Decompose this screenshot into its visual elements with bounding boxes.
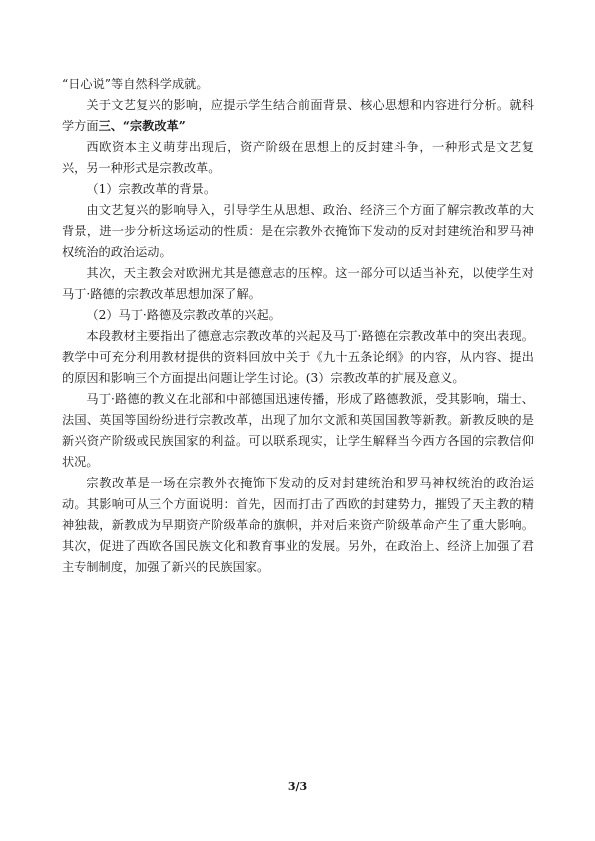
subheading-2: （2）马丁·路德及宗教改革的兴起。 [86, 308, 281, 322]
paragraph-10: 宗教改革是一场在宗教外衣掩饰下发动的反对封建统治和罗马神权统治的政治运动。其影响可从三个方面说明：首先，因而打击了西欧的封建势力，摧毁了天主教的精神独裁，新教成为早期资产阶级革命的旗帜，并对后来资产阶级革命产生了重大影响。其次，促进了西欧各国民族文化和教育事业的发展。另外，在政治上、经济上加强了君主专制制度，加强了新兴的民族国家。 [62, 476, 534, 574]
paragraph-9: 马丁·路德的教义在北部和中部德国迅速传播，形成了路德教派，受其影响，瑞士、法国、英国等国纷纷进行宗教改革，出现了加尔文派和英国国教等新教。新教反映的是新兴资产阶级或民族国家的利益。可以联系现实，让学生解释当今西方各国的宗教信仰状况。 [62, 392, 534, 469]
paragraph-3: 西欧资本主义萌芽出现后，资产阶级在思想上的反封建斗争，一种形式是文艺复兴，另一种形式是宗教改革。 [62, 140, 534, 175]
paragraph-1: “日心说”等自然科学成就。 [62, 77, 209, 91]
page-number: 3/3 [287, 780, 308, 793]
paragraph-5: 由文艺复兴的影响导入，引导学生从思想、政治、经济三个方面了解宗教改革的大背景，进一步分析这场运动的性质：是在宗教外衣掩饰下发动的反对封建统治和罗马神权统治的政治运动。 [62, 203, 534, 259]
paragraph-2 [62, 95, 534, 137]
paragraph-8: 本段教材主要指出了德意志宗教改革的兴起及马丁·路德在宗教改革中的突出表现。教学中可充分利用教材提供的资料回放中关于《九十五条论纲》的内容，从内容、提出的原因和影响三个方面提出问题让学生讨论。(3）宗教改革的扩展及意义。 [62, 329, 534, 385]
section-heading-religious-reform: 三、“宗教改革” [98, 119, 186, 133]
paragraph-6: 其次，天主教会对欧洲尤其是德意志的压榨。这一部分可以适当补充，以使学生对马丁·路德的宗教改革思想加深了解。 [62, 266, 534, 301]
document-body [62, 74, 534, 578]
paragraph-2-text: 关于文艺复兴的影响，应提示学生结合前面背景、核心思想和内容进行分析。就科学方面 [62, 98, 534, 133]
subheading-1: （1）宗教改革的背景。 [86, 182, 217, 196]
